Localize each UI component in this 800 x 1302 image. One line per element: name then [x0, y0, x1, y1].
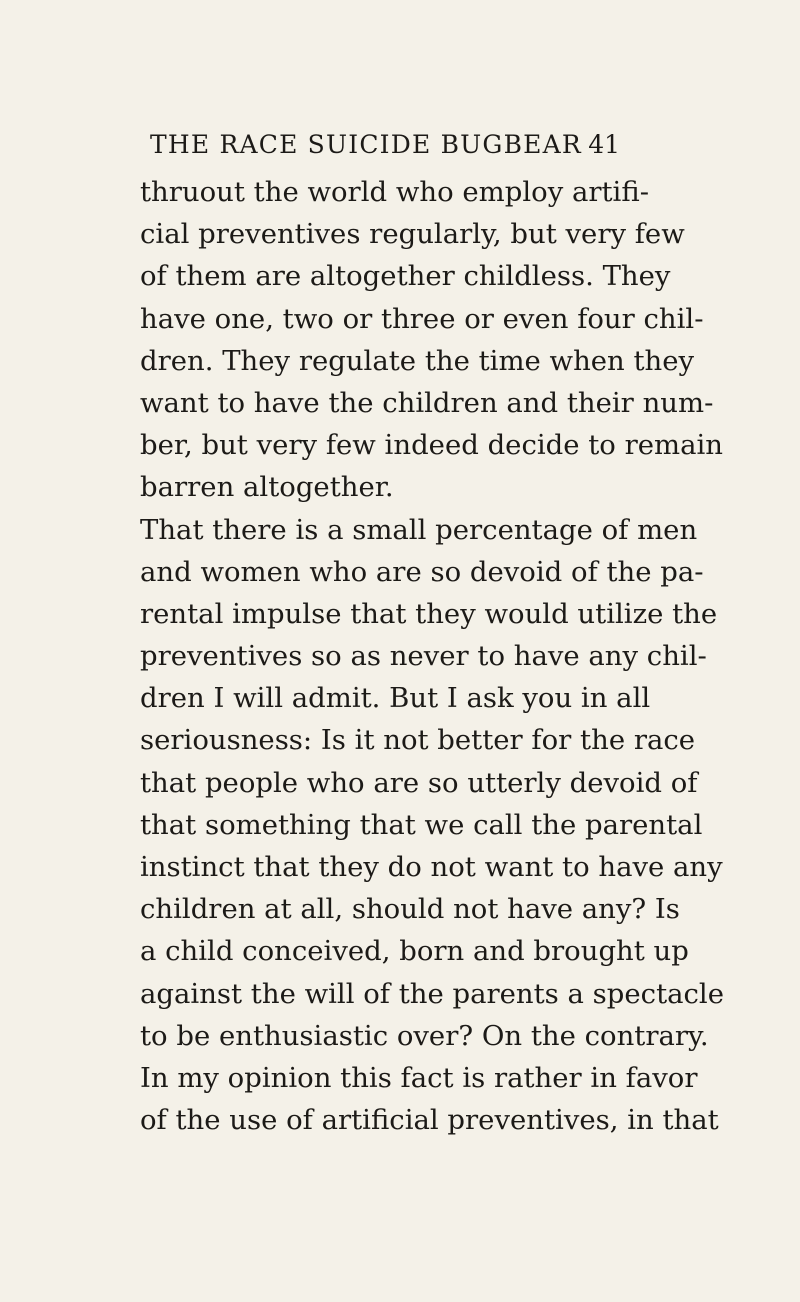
text-line: of the use of artificial preventives, in that [140, 1104, 719, 1137]
text-line: ber, but very few indeed decide to remain [140, 429, 724, 462]
text-line: children at all, should not have any? Is [140, 893, 680, 926]
running-title: THE RACE SUICIDE BUGBEAR [150, 130, 582, 159]
text-line: have one, two or three or even four chil- [140, 302, 704, 335]
text-line: want to have the children and their num- [140, 386, 714, 419]
text-line: barren altogether. [140, 471, 394, 504]
text-line: dren I will admit. But I ask you in all [140, 682, 651, 715]
text-line: rental impulse that they would utilize the [140, 597, 718, 630]
text-line: cial preventives regularly, but very few [140, 218, 685, 251]
text-line: against the will of the parents a spectacle [140, 977, 724, 1010]
text-line: dren. They regulate the time when they [140, 344, 695, 377]
page-number: 41 [588, 130, 620, 159]
text-line: that people who are so utterly devoid of [140, 766, 698, 799]
text-line: In my opinion this fact is rather in favor [140, 1061, 698, 1094]
running-head [150, 128, 620, 162]
text-line: thruout the world who employ artifi- [140, 176, 649, 208]
text-line: of them are altogether childless. They [140, 260, 671, 293]
text-line: preventives so as never to have any chil- [140, 640, 707, 673]
text-line: seriousness: Is it not better for the race [140, 724, 696, 757]
text-line: a child conceived, born and brought up [140, 935, 689, 968]
text-line: instinct that they do not want to have any [140, 851, 723, 883]
text-line: that something that we call the parental [140, 808, 703, 841]
text-line: and women who are so devoid of the pa- [140, 555, 704, 588]
text-line: to be enthusiastic over? On the contrary. [140, 1019, 709, 1052]
paragraph-start-line: That there is a small percentage of men [140, 513, 698, 546]
body-text [140, 171, 724, 1141]
